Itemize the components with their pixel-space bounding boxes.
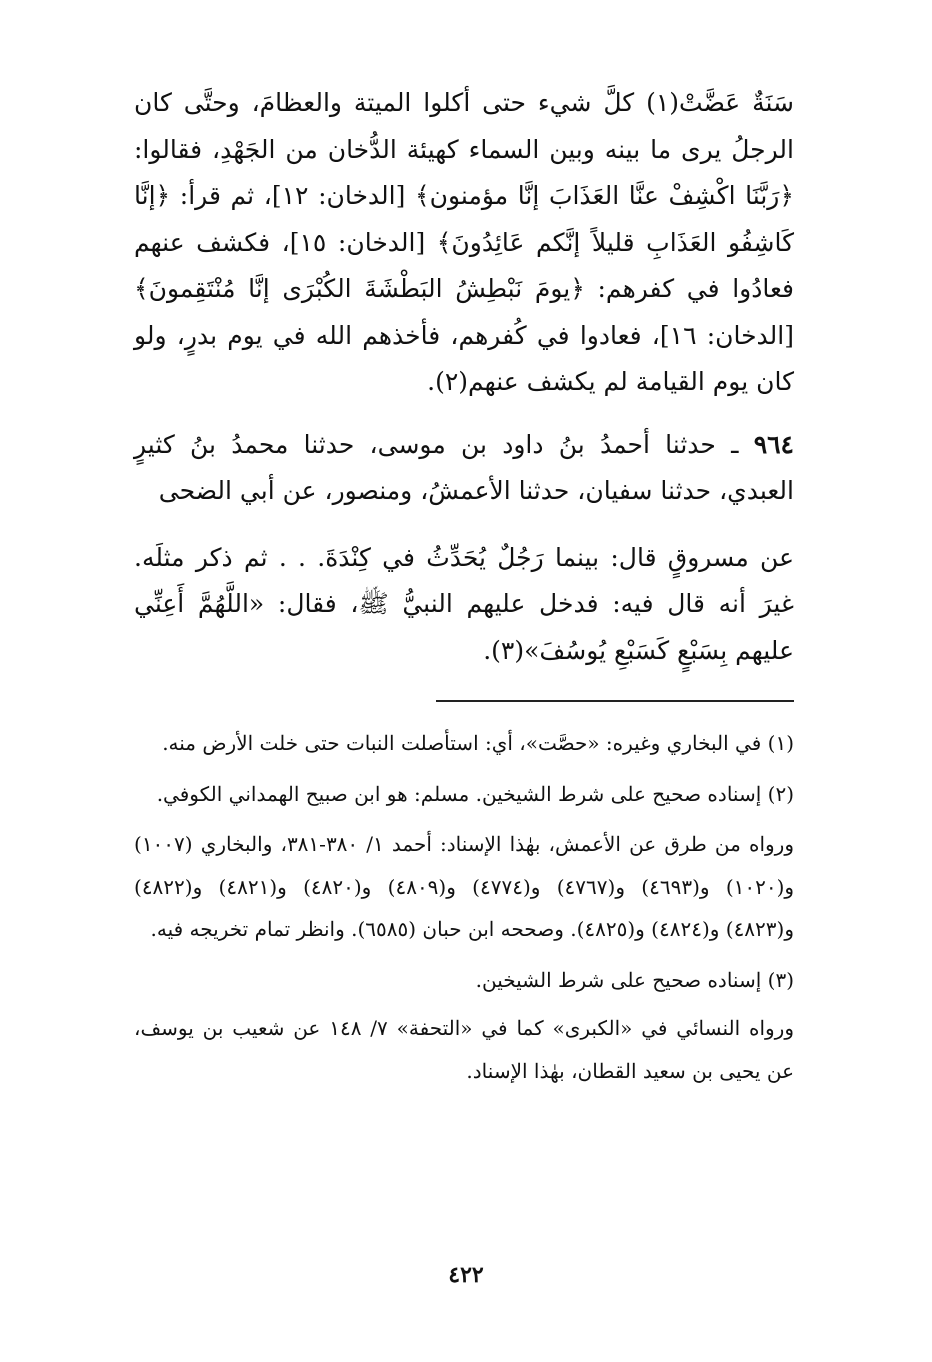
main-paragraph-2 [134,422,794,515]
page-number: ٤٢٢ [448,1262,484,1288]
footnote-2: (٢) إسناده صحيح على شرط الشيخين. مسلم: هو ابن صبيح الهمداني الكوفي. [156,781,794,806]
footnotes [134,722,794,1092]
footnote-3-continued: ورواه النسائي في «الكبرى» كما في «التحفة» ٧/ ١٤٨ عن شعيب بن يوسف، عن يحيى بن سعيد القطان، بهٰذا الإسناد. [134,1016,794,1083]
main-paragraph-1: سَنَةٌ عَضَّتْ(١) كلَّ شيء حتى أكلوا الميتة والعظامَ، وحتَّى كان الرجلُ يرى ما بينه وبين السماء كهيئة الدُّخان من الجَهْدِ، فقالوا: ﴿رَبَّنَا اكْشِفْ عنَّا العَذَابَ إنَّا مؤمنون﴾ [الدخان: ١٢]، ثم قرأ: ﴿إنَّا كَاشِفُو العَذَابِ قليلاً إنَّكم عَائِدُونَ﴾ [الدخان: ١٥]، فكشف عنهم فعادُوا في كفرهم: ﴿يومَ نَبْطِشُ البَطْشَةَ الكُبْرَى إنَّا مُنْتَقِمونَ﴾ [الدخان: ١٦]، فعادوا في كُفرهم، فأخذهم الله في يوم بدرٍ، ولو كان يوم القيامة لم يكشف عنهم(٢). [134,88,795,396]
footnote-1: (١) في البخاري وغيره: «حصَّت»، أي: استأصلت النبات حتى خلت الأرض منه. [162,731,794,755]
footnote-3: (٣) إسناده صحيح على شرط الشيخين. [475,967,794,992]
hadith-number: ٩٦٤ [753,429,794,459]
book-page [134,80,794,1100]
footnote-2-continued: ورواه من طرق عن الأعمش، بهٰذا الإسناد: أحمد ١/ ٣٨٠-٣٨١، والبخاري (١٠٠٧) و(١٠٢٠) و(٤٦٩٣) و(٤٧٦٧) و(٤٧٧٤) و(٤٨٠٩) و(٤٨٢٠) و(٤٨٢١) و(٤٨٢٢) و(٤٨٢٣) و(٤٨٢٤) و(٤٨٢٥). وصححه ابن حبان (٦٥٨٥). وانظر تمام تخريجه فيه. [134,832,795,941]
hadith-isnad: ـ حدثنا أحمدُ بنُ داود بن موسى، حدثنا محمدُ بنُ كثيرٍ العبدي، حدثنا سفيان، حدثنا الأعمشُ، ومنصور، عن أبي الضحى [134,429,794,505]
main-paragraph-3: عن مسروقٍ قال: بينما رَجُلٌ يُحَدِّثُ في كِنْدَةَ. . . ثم ذكر مثلَه. غيرَ أنه قال فيه: فدخل عليهم النبيُّ ﷺ، فقال: «اللَّهُمَّ أَعِنِّي عليهم بِسَبْعٍ كَسَبْعِ يُوسُفَ»(٣). [134,542,794,665]
main-text [134,80,794,674]
footnote-separator [436,700,794,702]
